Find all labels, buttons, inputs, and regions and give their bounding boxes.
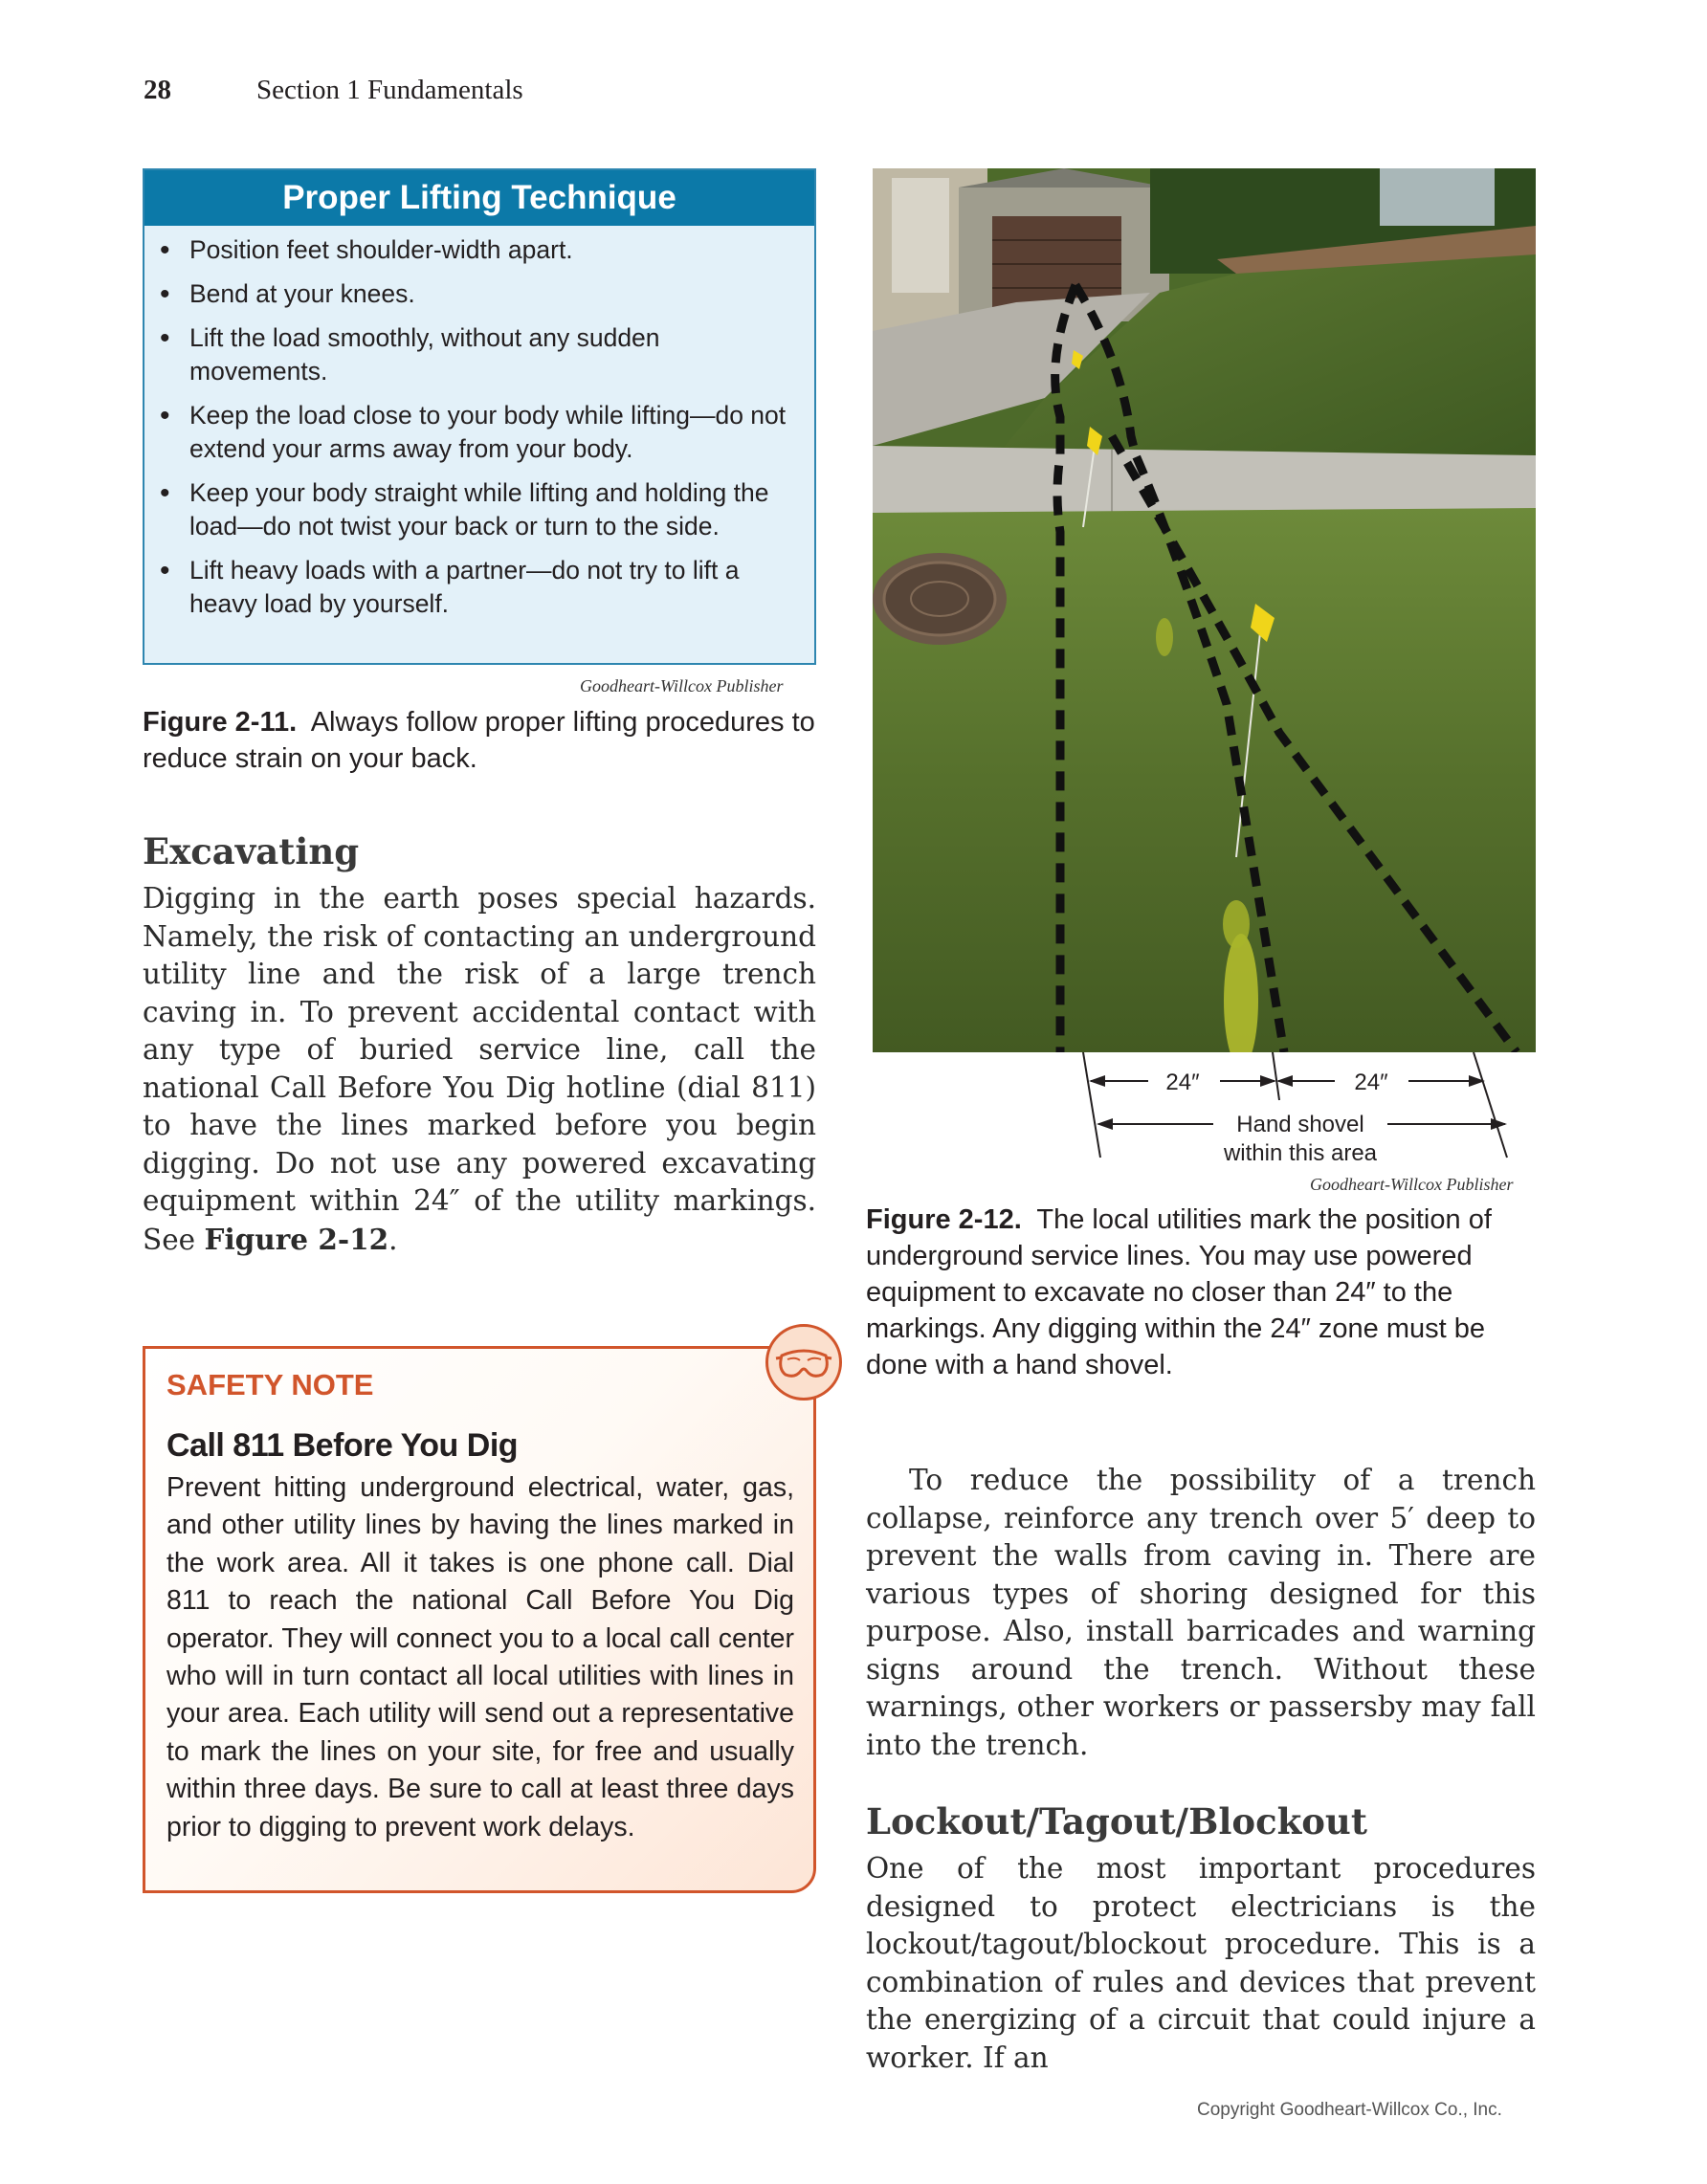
lifting-item: • Lift the load smoothly, without any sudden movements. [158,321,801,388]
trench-paragraph: To reduce the possibility of a trench collapse, reinforce any trench over 5′ deep to prevent the walls from caving in. There are various types of shoring designed for this purpose. Also, install barricades and warning signs around the trench. Without these warnings, other workers or passersby may fall into the trench. [866,1464,1536,1761]
utility-markings-photo [873,168,1536,1052]
copyright-notice: Copyright Goodheart-Willcox Co., Inc. [1197,2100,1502,2120]
lockout-paragraph: One of the most important procedures designed to protect electricians is the lockout/tagout/blockout procedure. This is a combination of rules and devices that prevent the energizing of a circuit that could injure a worker. If an [866,1852,1536,2074]
left-boundary-line [1083,1052,1100,1158]
section-title: Section 1 Fundamentals [256,75,523,105]
figure-2-11-label: Figure 2-11. [143,707,298,738]
figure-2-11-credit: Goodheart-Willcox Publisher [580,676,784,695]
lifting-item: • Keep the load close to your body while lifting—do not extend your arms away from your body. [158,399,801,466]
lockout-heading: Lockout/Tagout/Blockout [866,1800,1367,1842]
figure-2-11-caption-text: Always follow proper lifting procedures to reduce strain on your back. [143,707,815,774]
figure-2-12-caption [866,1202,1536,1383]
running-header [144,75,523,106]
excavating-paragraph [143,880,816,1259]
lifting-item: • Bend at your knees. [158,277,801,311]
center-boundary-line [1273,1052,1279,1100]
lifting-list [144,226,814,621]
page-number: 28 [144,75,171,105]
lifting-box-title: Proper Lifting Technique [144,170,814,226]
excavating-heading: Excavating [143,830,360,872]
safety-note-box [143,1346,816,1893]
figure-2-11-caption [143,704,816,777]
dimension-diagram [861,1052,1550,1167]
safety-note-label: SAFETY NOTE [166,1368,374,1401]
figure-2-12-caption-text: The local utilities mark the position of underground service lines. You may use powered equipment to excavate no closer than 24″ to the markings. Any digging within the 24″ zone must be done with a hand shovel. [866,1204,1492,1380]
lifting-item: • Lift heavy loads with a partner—do not try to lift a heavy load by yourself. [158,554,801,621]
excavating-text: Digging in the earth poses special hazards. Namely, the risk of contacting an underground utility line and the risk of a large trench caving in. To prevent accidental contact with any type of buried service line, call the national Call Before You Dig hotline (dial 811) to have the lines marked before you begin digging. Do not use any powered excavating equipment within 24″ of the utility markings. See [143,882,816,1256]
dim-right-label: 24″ [1354,1070,1388,1095]
figure-2-12-label: Figure 2-12. [866,1204,1022,1235]
figure-2-12-credit: Goodheart-Willcox Publisher [1310,1175,1514,1194]
right-boundary-line [1474,1052,1507,1158]
lifting-item: • Keep your body straight while lifting and holding the load—do not twist your back or turn to the side. [158,476,801,543]
zone-label-line1: Hand shovel [1236,1112,1364,1137]
excavating-text-end: . [388,1223,398,1256]
lifting-item: • Position feet shoulder-width apart. [158,233,801,267]
zone-label-line2: within this area [1223,1140,1378,1166]
lifting-technique-box [143,168,816,665]
dim-left-label: 24″ [1165,1070,1200,1095]
safety-goggles-icon [765,1324,842,1401]
figure-2-12-reference[interactable]: Figure 2-12 [204,1222,389,1256]
safety-note-text: Prevent hitting underground electrical, water, gas, and other utility lines by having the lines marked in the work area. All it takes is one phone call. Dial 811 to reach the national Call Before You Dig operator. They will connect you to a local call center who will in turn contact all local utilities with lines in your area. Each utility will send out a representative to mark the lines on your site, for free and usually within three days. Be sure to call at least three days prior to digging to prevent work delays. [166,1472,794,1842]
safety-note-title: Call 811 Before You Dig [166,1427,519,1464]
